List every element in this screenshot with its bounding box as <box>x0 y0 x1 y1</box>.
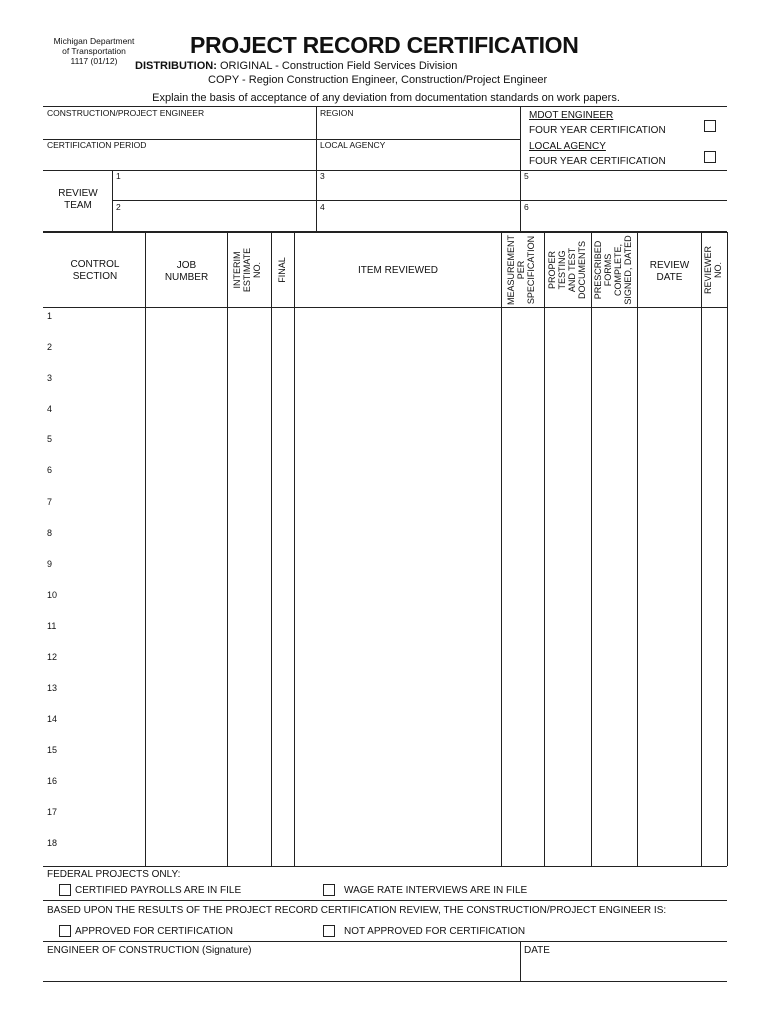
certification-period-field[interactable]: CERTIFICATION PERIOD <box>47 140 147 150</box>
row-number: 1 <box>47 311 53 321</box>
review-team-slot-3[interactable]: 3 <box>320 171 325 181</box>
review-team-slot-5[interactable]: 5 <box>524 171 529 181</box>
item-reviewed-header: ITEM REVIEWED <box>357 265 438 276</box>
page-title: PROJECT RECORD CERTIFICATION <box>190 32 579 58</box>
local-four-year-checkbox[interactable] <box>704 151 716 163</box>
row-number: 11 <box>47 621 57 631</box>
row-number: 15 <box>47 745 58 755</box>
review-team-label <box>45 188 111 212</box>
job-number-header: JOB NUMBER <box>164 260 209 283</box>
mdot-four-year-label: FOUR YEAR CERTIFICATION <box>529 125 666 136</box>
row-number: 6 <box>47 465 53 475</box>
construction-engineer-field[interactable]: CONSTRUCTION/PROJECT ENGINEER <box>47 108 205 118</box>
wage-rate-label: WAGE RATE INTERVIEWS ARE IN FILE <box>344 885 528 896</box>
row-number: 7 <box>47 497 53 507</box>
distribution-label: DISTRIBUTION: <box>135 60 217 72</box>
review-team-slot-4[interactable]: 4 <box>320 202 325 212</box>
review-team-slot-1[interactable]: 1 <box>116 171 121 181</box>
form-number: 1117 (01/12) <box>70 56 118 66</box>
review-team-slot-2[interactable]: 2 <box>116 202 121 212</box>
row-number: 10 <box>47 590 58 600</box>
row-number: 16 <box>47 776 58 786</box>
federal-projects-label: FEDERAL PROJECTS ONLY: <box>47 869 181 880</box>
row-number: 9 <box>47 559 53 569</box>
agency-name <box>44 36 144 66</box>
agency-line2: of Transportation <box>62 46 126 56</box>
proper-testing-header: PROPER TESTING AND TEST DOCUMENTS <box>547 241 587 299</box>
distribution-original: ORIGINAL - Construction Field Services Division <box>219 60 458 72</box>
interim-estimate-header: INTERIM ESTIMATE NO. <box>232 247 262 293</box>
deviation-instruction: Explain the basis of acceptance of any deviation from documentation standards on work papers. <box>152 92 620 104</box>
row-number: 13 <box>47 683 58 693</box>
row-number: 5 <box>47 434 53 444</box>
distribution-copy: COPY - Region Construction Engineer, Construction/Project Engineer <box>208 74 548 86</box>
not-approved-label: NOT APPROVED FOR CERTIFICATION <box>344 926 526 937</box>
row-number: 14 <box>47 714 58 724</box>
row-number: 8 <box>47 528 53 538</box>
distribution-original-line <box>135 60 457 73</box>
local-agency-field[interactable]: LOCAL AGENCY <box>320 140 386 150</box>
certified-payrolls-checkbox[interactable] <box>59 884 71 896</box>
review-team-line2: TEAM <box>64 200 92 211</box>
row-number: 17 <box>47 807 58 817</box>
engineer-signature-field[interactable]: ENGINEER OF CONSTRUCTION (Signature) <box>47 945 252 956</box>
row-number: 12 <box>47 652 58 662</box>
row-number: 18 <box>47 838 58 848</box>
approved-checkbox[interactable] <box>59 925 71 937</box>
local-agency-label: LOCAL AGENCY <box>529 141 606 152</box>
local-four-year-label: FOUR YEAR CERTIFICATION <box>529 156 666 167</box>
review-date-header: REVIEW DATE <box>649 260 690 283</box>
row-number: 4 <box>47 404 53 414</box>
certified-payrolls-label: CERTIFIED PAYROLLS ARE IN FILE <box>75 885 242 896</box>
prescribed-forms-header: PRESCRIBED FORMS COMPLETE, SIGNED, DATED <box>593 235 633 305</box>
mdot-engineer-label: MDOT ENGINEER <box>529 110 614 121</box>
row-number: 2 <box>47 342 53 352</box>
agency-line1: Michigan Department <box>53 36 135 46</box>
final-header: FINAL <box>277 257 287 283</box>
review-team-slot-6[interactable]: 6 <box>524 202 529 212</box>
wage-rate-checkbox[interactable] <box>323 884 335 896</box>
date-field[interactable]: DATE <box>524 945 550 956</box>
row-number: 3 <box>47 373 53 383</box>
reviewer-no-header: REVIEWER NO. <box>703 246 723 295</box>
based-upon-statement: BASED UPON THE RESULTS OF THE PROJECT RECORD CERTIFICATION REVIEW, THE CONSTRUCTION/PROJECT ENGINEER IS: <box>47 905 667 916</box>
measurement-header: MEASUREMENT PER SPECIFICATION <box>506 235 536 306</box>
control-section-header: CONTROL SECTION <box>70 259 120 282</box>
region-field[interactable]: REGION <box>320 108 354 118</box>
not-approved-checkbox[interactable] <box>323 925 335 937</box>
mdot-four-year-checkbox[interactable] <box>704 120 716 132</box>
review-team-line1: REVIEW <box>58 188 98 199</box>
approved-label: APPROVED FOR CERTIFICATION <box>75 926 233 937</box>
